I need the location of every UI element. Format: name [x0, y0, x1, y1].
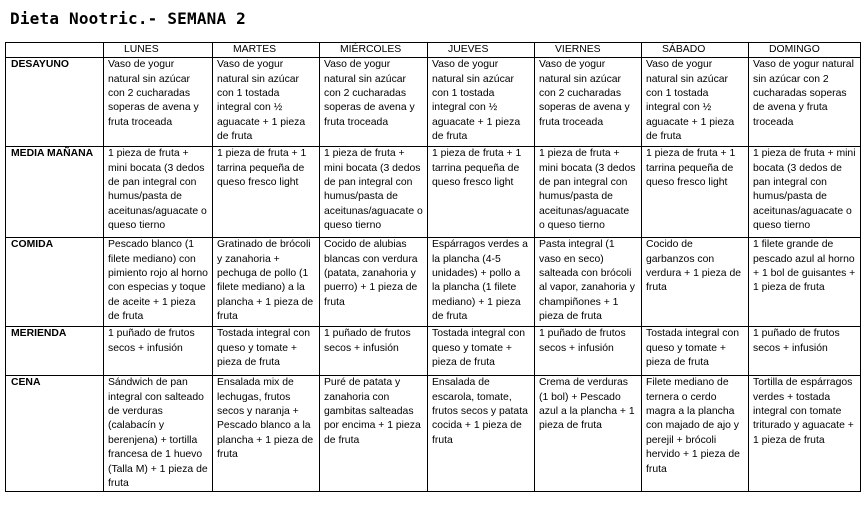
meal-cell: 1 pieza de fruta + mini bocata (3 dedos de pan integral con humus/pasta de aceitunas/aguacate o queso tierno [749, 147, 861, 238]
document-title: Dieta Nootric.- SEMANA 2 [10, 9, 246, 28]
day-header-miercoles: MIÉRCOLES [320, 43, 428, 58]
meal-cell: Pescado blanco (1 filete mediano) con pimiento rojo al horno con especias y toque de aceite + 1 pieza de fruta [104, 238, 213, 327]
day-header-jueves: JUEVES [428, 43, 535, 58]
meal-label: MEDIA MAÑANA [6, 147, 104, 238]
meal-cell: Tortilla de espárragos verdes + tostada integral con tomate triturado y aguacate + 1 pieza de fruta [749, 376, 861, 492]
meal-label: CENA [6, 376, 104, 492]
day-header-row [6, 43, 861, 58]
meal-cell: 1 pieza de fruta + mini bocata (3 dedos de pan integral con humus/pasta de aceitunas/aguacate o queso tierno [535, 147, 642, 238]
meal-row-desayuno [6, 58, 861, 147]
meal-cell: Vaso de yogur natural sin azúcar con 2 cucharadas soperas de avena y fruta troceada [749, 58, 861, 147]
meal-cell: 1 pieza de fruta + mini bocata (3 dedos de pan integral con humus/pasta de aceitunas/aguacate o queso tierno [104, 147, 213, 238]
meal-cell: Vaso de yogur natural sin azúcar con 2 cucharadas soperas de avena y fruta troceada [104, 58, 213, 147]
meal-cell: Cocido de garbanzos con verdura + 1 pieza de fruta [642, 238, 749, 327]
meal-cell: 1 puñado de frutos secos + infusión [104, 327, 213, 376]
meal-row-comida [6, 238, 861, 327]
meal-label: COMIDA [6, 238, 104, 327]
meal-cell: 1 pieza de fruta + 1 tarrina pequeña de queso fresco light [213, 147, 320, 238]
meal-cell: 1 puñado de frutos secos + infusión [749, 327, 861, 376]
meal-cell: Tostada integral con queso y tomate + pieza de fruta [428, 327, 535, 376]
meal-cell: Tostada integral con queso y tomate + pieza de fruta [642, 327, 749, 376]
meal-cell: Puré de patata y zanahoria con gambitas salteadas por encima + 1 pieza de fruta [320, 376, 428, 492]
meal-cell: Vaso de yogur natural sin azúcar con 1 tostada integral con ½ aguacate + 1 pieza de fruta [213, 58, 320, 147]
meal-cell: Vaso de yogur natural sin azúcar con 2 cucharadas soperas de avena y fruta troceada [320, 58, 428, 147]
meal-cell: Ensalada mix de lechugas, frutos secos y naranja + Pescado blanco a la plancha + 1 pieza de fruta [213, 376, 320, 492]
meal-cell: Filete mediano de ternera o cerdo magra a la plancha con majado de ajo y perejil + brócoli hervido + 1 pieza de fruta [642, 376, 749, 492]
meal-cell: 1 filete grande de pescado azul al horno + 1 bol de guisantes + 1 pieza de fruta [749, 238, 861, 327]
meal-cell: 1 pieza de fruta + mini bocata (3 dedos de pan integral con humus/pasta de aceitunas/aguacate o queso tierno [320, 147, 428, 238]
day-header-domingo: DOMINGO [749, 43, 861, 58]
meal-row-merienda [6, 327, 861, 376]
meal-cell: Sándwich de pan integral con salteado de verduras (calabacín y berenjena) + tortilla francesa de 1 huevo (Talla M) + 1 pieza de fruta [104, 376, 213, 492]
day-header-martes: MARTES [213, 43, 320, 58]
meal-cell: Cocido de alubias blancas con verdura (patata, zanahoria y puerro) + 1 pieza de fruta [320, 238, 428, 327]
meal-cell: Pasta integral (1 vaso en seco) salteada con brócoli al vapor, zanahoria y champiñones + 1 pieza de fruta [535, 238, 642, 327]
diet-table [5, 42, 861, 492]
meal-cell: 1 pieza de fruta + 1 tarrina pequeña de queso fresco light [642, 147, 749, 238]
meal-cell: Vaso de yogur natural sin azúcar con 1 tostada integral con ½ aguacate + 1 pieza de fruta [642, 58, 749, 147]
meal-cell: Crema de verduras (1 bol) + Pescado azul a la plancha + 1 pieza de fruta [535, 376, 642, 492]
meal-cell: Vaso de yogur natural sin azúcar con 2 cucharadas soperas de avena y fruta troceada [535, 58, 642, 147]
corner-cell [6, 43, 104, 58]
meal-row-media-manana [6, 147, 861, 238]
day-header-sabado: SÁBADO [642, 43, 749, 58]
meal-row-cena [6, 376, 861, 492]
meal-cell: Tostada integral con queso y tomate + pieza de fruta [213, 327, 320, 376]
meal-label: DESAYUNO [6, 58, 104, 147]
meal-cell: 1 puñado de frutos secos + infusión [320, 327, 428, 376]
meal-cell: 1 puñado de frutos secos + infusión [535, 327, 642, 376]
meal-cell: Espárragos verdes a la plancha (4-5 unidades) + pollo a la plancha (1 filete mediano) + 1 pieza de fruta [428, 238, 535, 327]
day-header-viernes: VIERNES [535, 43, 642, 58]
meal-cell: Ensalada de escarola, tomate, frutos secos y patata cocida + 1 pieza de fruta [428, 376, 535, 492]
meal-cell: 1 pieza de fruta + 1 tarrina pequeña de queso fresco light [428, 147, 535, 238]
meal-cell: Gratinado de brócoli y zanahoria + pechuga de pollo (1 filete mediano) a la plancha + 1 pieza de fruta [213, 238, 320, 327]
meal-cell: Vaso de yogur natural sin azúcar con 1 tostada integral con ½ aguacate + 1 pieza de fruta [428, 58, 535, 147]
day-header-lunes: LUNES [104, 43, 213, 58]
meal-label: MERIENDA [6, 327, 104, 376]
